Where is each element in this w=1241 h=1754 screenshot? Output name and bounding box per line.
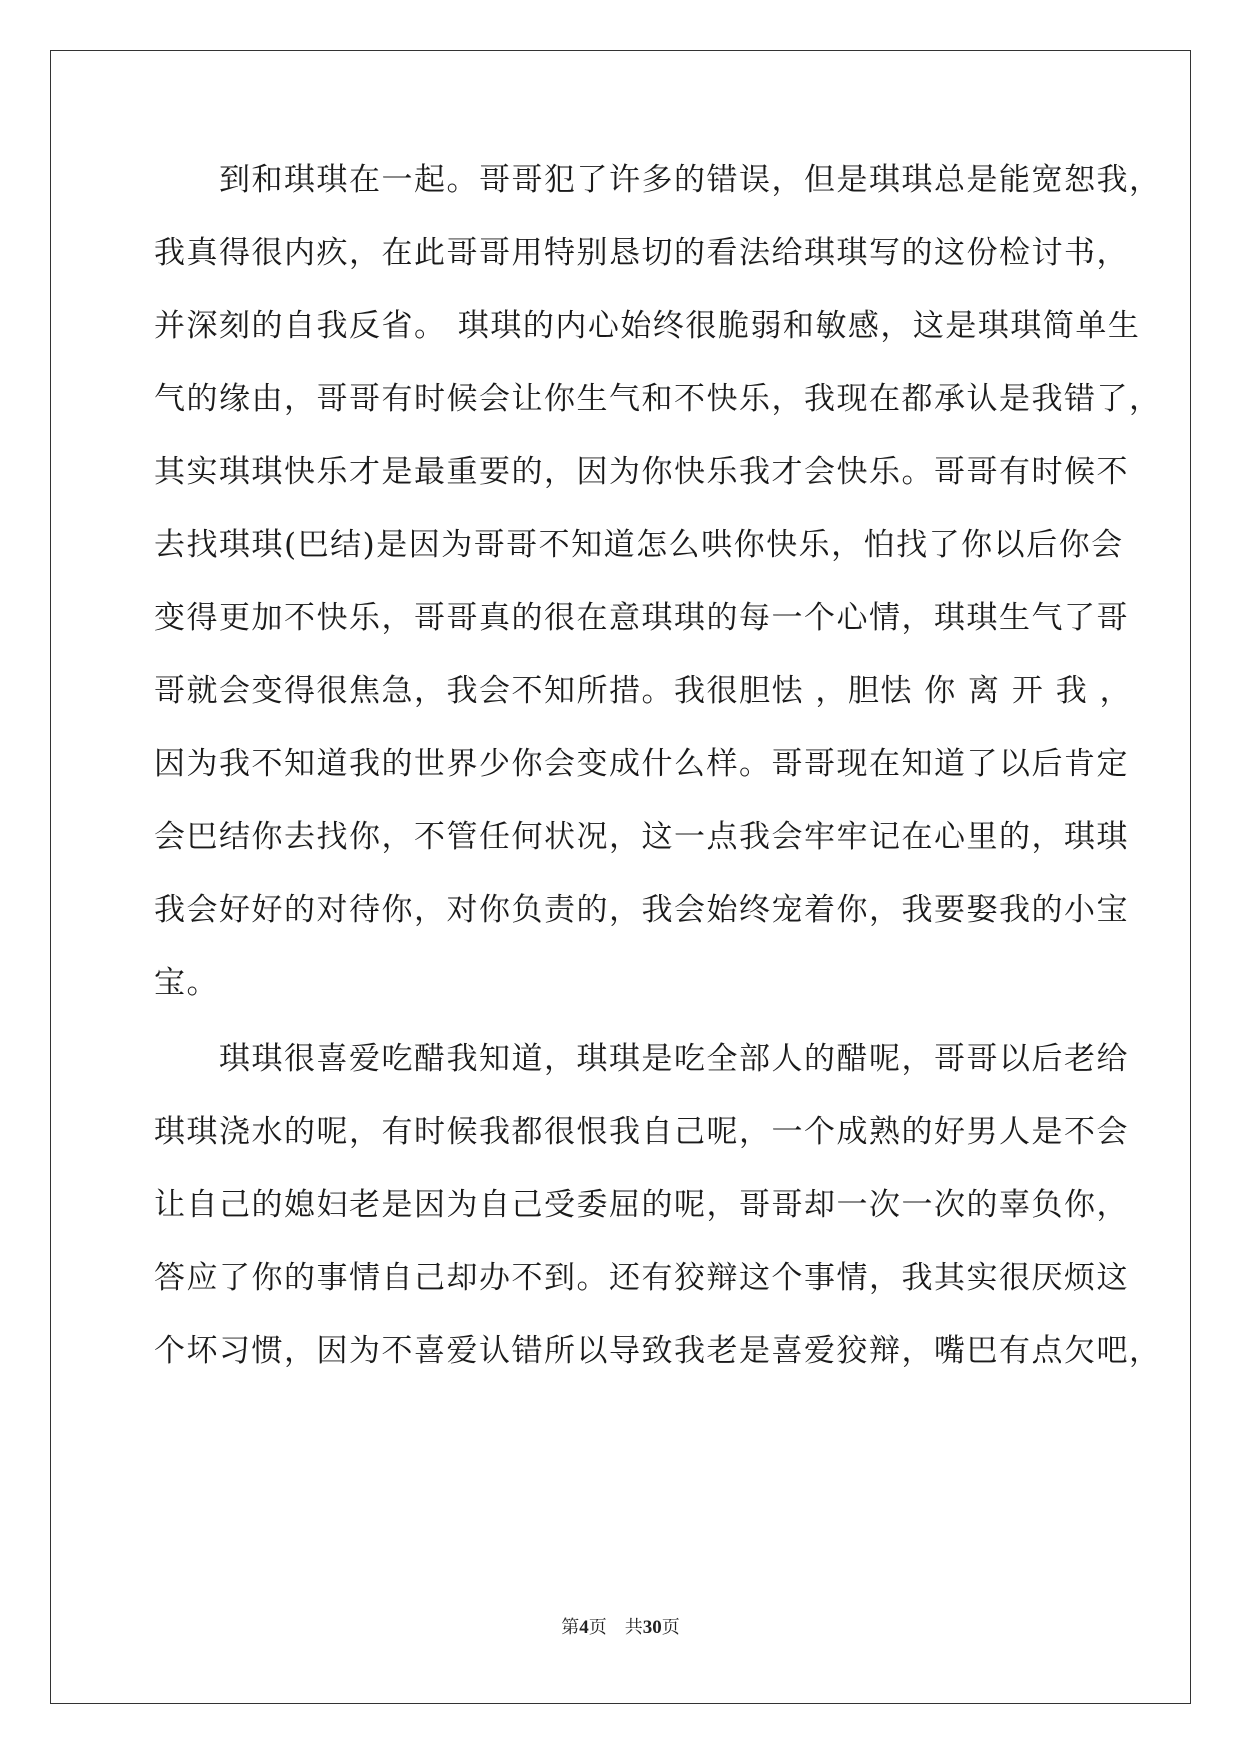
body-text-line: 其实琪琪快乐才是最重要的，因为你快乐我才会快乐。哥哥有时候不 [154, 454, 1129, 490]
body-text-line: 琪琪浇水的呢，有时候我都很恨我自己呢，一个成熟的好男人是不会 [154, 1114, 1129, 1150]
page-mid: 页 共 [588, 1617, 643, 1638]
page-suffix: 页 [661, 1617, 680, 1638]
body-text-line: 个坏习惯，因为不喜爱认错所以导致我老是喜爱狡辩，嘴巴有点欠吧， [154, 1333, 1162, 1369]
body-text-line: 因为我不知道我的世界少你会变成什么样。哥哥现在知道了以后肯定 [154, 746, 1129, 782]
page-prefix: 第 [561, 1617, 580, 1638]
body-text-line: 让自己的媳妇老是因为自己受委屈的呢，哥哥却一次一次的辜负你， [154, 1187, 1129, 1223]
body-text-line: 到和琪琪在一起。哥哥犯了许多的错误，但是琪琪总是能宽恕我， [154, 162, 1162, 198]
body-text-line: 我会好好的对待你，对你负责的，我会始终宠着你，我要娶我的小宝 [154, 892, 1129, 928]
body-text-line: 宝。 [154, 965, 219, 1001]
page-border [50, 50, 1191, 1704]
body-text-line: 会巴结你去找你，不管任何状况，这一点我会牢牢记在心里的，琪琪 [154, 819, 1129, 855]
total-page-number: 30 [642, 1617, 662, 1638]
page-number-footer [0, 1616, 1241, 1640]
current-page-number: 4 [579, 1617, 589, 1638]
body-text-line: 变得更加不快乐，哥哥真的很在意琪琪的每一个心情，琪琪生气了哥 [154, 600, 1129, 636]
body-text-line: 哥就会变得很焦急，我会不知所措。我很胆怯 ，胆怯 你 离 开 我 ， [154, 673, 1133, 709]
body-text-line: 琪琪很喜爱吃醋我知道，琪琪是吃全部人的醋呢，哥哥以后老给 [154, 1041, 1129, 1077]
body-text-line: 去找琪琪(巴结)是因为哥哥不知道怎么哄你快乐，怕找了你以后你会 [154, 527, 1124, 563]
body-text-line: 并深刻的自我反省。 琪琪的内心始终很脆弱和敏感，这是琪琪简单生 [154, 308, 1141, 344]
body-text-line: 我真得很内疚，在此哥哥用特别恳切的看法给琪琪写的这份检讨书， [154, 235, 1129, 271]
body-text-line: 答应了你的事情自己却办不到。还有狡辩这个事情，我其实很厌烦这 [154, 1260, 1129, 1296]
body-text-line: 气的缘由，哥哥有时候会让你生气和不快乐，我现在都承认是我错了， [154, 381, 1162, 417]
